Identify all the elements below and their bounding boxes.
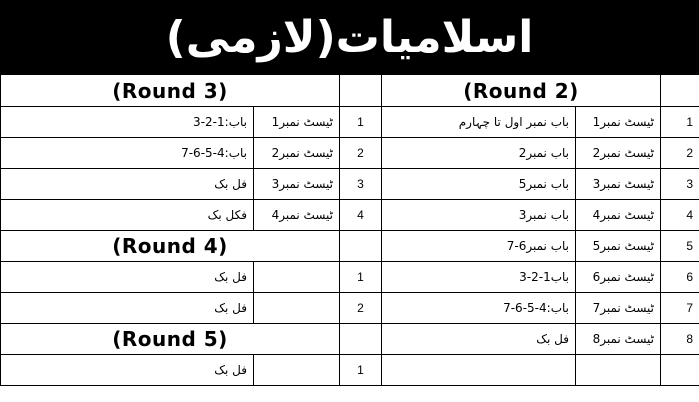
- table-row: [1, 138, 699, 169]
- table-row: [1, 107, 699, 138]
- round2-topic: باب نمبر6-7: [382, 231, 576, 262]
- round2-test: ٹیسٹ نمبر8: [576, 324, 661, 355]
- round3-num: 1: [340, 107, 382, 138]
- round4-test: [254, 262, 340, 293]
- round3-test: ٹیسٹ نمبر1: [254, 107, 340, 138]
- round2-num: 5: [661, 231, 699, 262]
- round2-test: ٹیسٹ نمبر7: [576, 293, 661, 324]
- round5-topic: فل بک: [1, 355, 254, 386]
- round2-num: 2: [661, 138, 699, 169]
- round5-test: [254, 355, 340, 386]
- round3-topic: باب:4-5-6-7: [1, 138, 254, 169]
- round4-header: (Round 4): [1, 231, 340, 262]
- round2-topic: باب نمبر2: [382, 138, 576, 169]
- round3-test: ٹیسٹ نمبر3: [254, 169, 340, 200]
- table-row: [1, 169, 699, 200]
- round2-topic: باب1-2-3: [382, 262, 576, 293]
- round2-topic: فل بک: [382, 324, 576, 355]
- round2-num: 4: [661, 200, 699, 231]
- table-row: [1, 262, 699, 293]
- round2-test: ٹیسٹ نمبر3: [576, 169, 661, 200]
- round2-test: ٹیسٹ نمبر4: [576, 200, 661, 231]
- round2-num: 6: [661, 262, 699, 293]
- round2-topic: باب نمبر اول تا چہارم: [382, 107, 576, 138]
- round2-topic: باب نمبر5: [382, 169, 576, 200]
- round4-topic: فل بک: [1, 293, 254, 324]
- round3-topic: فکل بک: [1, 200, 254, 231]
- round3-num: 4: [340, 200, 382, 231]
- round2-test: ٹیسٹ نمبر2: [576, 138, 661, 169]
- round2-test: ٹیسٹ نمبر6: [576, 262, 661, 293]
- round4-test: [254, 293, 340, 324]
- round3-num: 2: [340, 138, 382, 169]
- round3-test: ٹیسٹ نمبر4: [254, 200, 340, 231]
- round3-topic: فل بک: [1, 169, 254, 200]
- table-row: [1, 231, 699, 262]
- round2-topic: باب نمبر3: [382, 200, 576, 231]
- round4-num: 2: [340, 293, 382, 324]
- page-title: اسلامیات(لازمی): [165, 11, 534, 63]
- round3-num: 3: [340, 169, 382, 200]
- round5-header: (Round 5): [1, 324, 340, 355]
- round5-num: 1: [340, 355, 382, 386]
- round3-header: (Round 3): [1, 75, 340, 107]
- table-row: [1, 355, 699, 386]
- round2-num: 8: [661, 324, 699, 355]
- round2-header: (Round 2): [382, 75, 661, 107]
- round4-topic: فل بک: [1, 262, 254, 293]
- round2-topic: باب:4-5-6-7: [382, 293, 576, 324]
- round2-num: 1: [661, 107, 699, 138]
- round2-num: 3: [661, 169, 699, 200]
- table-row: [1, 293, 699, 324]
- round3-topic: باب:1-2-3: [1, 107, 254, 138]
- round2-test: ٹیسٹ نمبر1: [576, 107, 661, 138]
- header-row: [1, 75, 699, 107]
- round3-test: ٹیسٹ نمبر2: [254, 138, 340, 169]
- title-bar: [0, 0, 699, 74]
- table-row: [1, 324, 699, 355]
- round4-num: 1: [340, 262, 382, 293]
- round2-num: 7: [661, 293, 699, 324]
- schedule-table: [0, 74, 699, 386]
- round2-test: ٹیسٹ نمبر5: [576, 231, 661, 262]
- table-row: [1, 200, 699, 231]
